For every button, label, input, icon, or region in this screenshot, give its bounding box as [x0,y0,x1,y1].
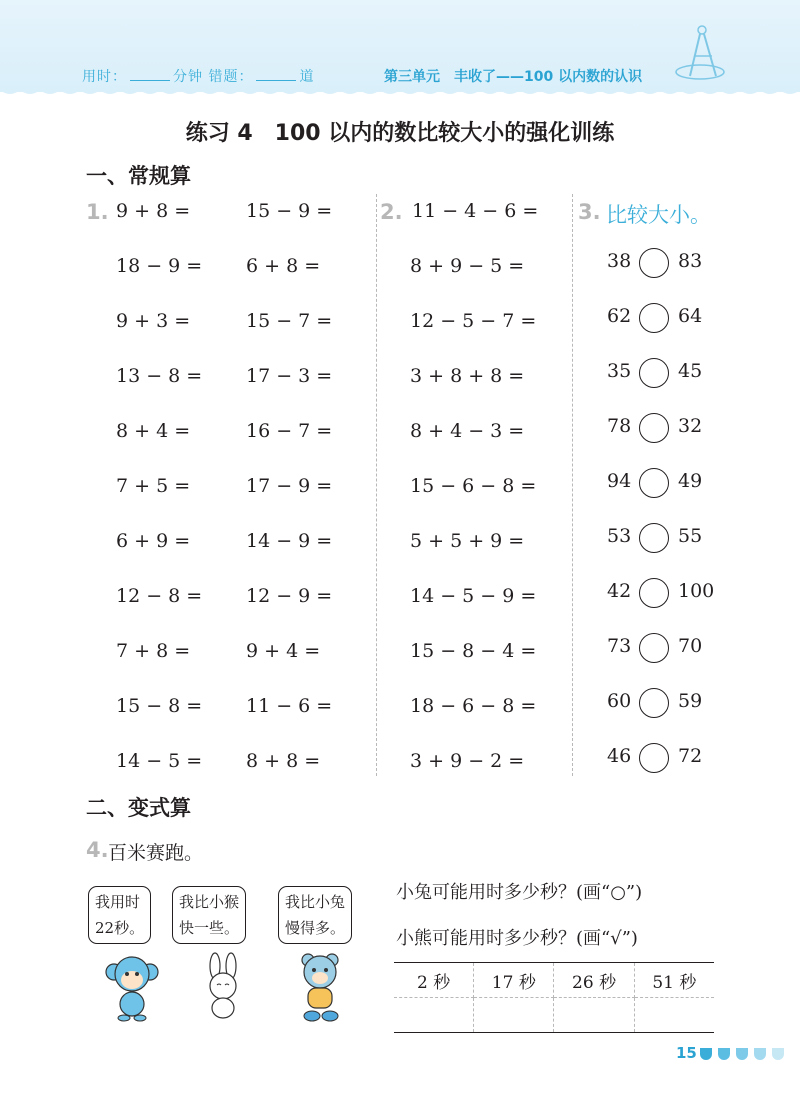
equation: 15 − 8 − 4 = [410,640,537,662]
equation: 9 + 8 = [116,200,191,222]
question-number-4: 4. [86,838,109,862]
option-cell: 51 秒 [634,963,714,998]
bubble-line: 我比小兔 [285,893,346,911]
compare-number-right: 55 [678,525,703,547]
compare-answer-circle[interactable] [639,413,669,443]
question-number-1: 1. [86,200,109,224]
equation: 14 − 9 = [246,530,333,552]
compare-number-left: 73 [607,635,632,657]
compare-number-left: 46 [607,745,632,767]
section-heading-variant: 二、变式算 [86,796,191,820]
compare-number-right: 59 [678,690,703,712]
compare-answer-circle[interactable] [639,633,669,663]
bear-icon [288,948,352,1024]
page-number: 15 [676,1044,697,1062]
bubble-line: 慢得多。 [285,919,346,937]
equation: 15 − 7 = [246,310,333,332]
compare-number-right: 83 [678,250,703,272]
error-blank[interactable] [256,68,296,81]
answer-cell[interactable] [634,998,714,1033]
option-cell: 2 秒 [394,963,474,998]
compare-answer-circle[interactable] [639,468,669,498]
compare-answer-circle[interactable] [639,578,669,608]
equation: 14 − 5 − 9 = [410,585,537,607]
time-blank[interactable] [130,68,170,81]
options-row [394,963,714,998]
compare-number-right: 45 [678,360,703,382]
time-unit: 分钟 [173,69,203,85]
equation: 8 + 4 − 3 = [410,420,525,442]
error-unit: 道 [299,69,315,85]
compare-number-right: 100 [678,580,715,602]
column-divider [572,194,573,776]
page-decoration-icon [698,1046,794,1062]
question-number-3: 3. [578,200,601,224]
time-label: 用时： [82,69,127,85]
rabbit-speech-bubble [172,886,246,944]
time-options-table [394,962,714,1033]
rabbit-icon [196,952,250,1022]
equation: 12 − 8 = [116,585,203,607]
equation: 6 + 8 = [246,255,321,277]
equation: 5 + 5 + 9 = [410,530,525,552]
option-cell: 17 秒 [474,963,554,998]
equation: 9 + 4 = [246,640,321,662]
monkey-speech-bubble [88,886,151,944]
bubble-line: 22秒。 [95,919,145,937]
equation: 12 − 5 − 7 = [410,310,537,332]
compass-icon [672,22,742,88]
equation: 3 + 9 − 2 = [410,750,525,772]
equation: 12 − 9 = [246,585,333,607]
bear-speech-bubble [278,886,352,944]
bubble-line: 我比小猴 [179,893,240,911]
header-wave [0,86,800,100]
equation: 3 + 8 + 8 = [410,365,525,387]
compare-number-right: 72 [678,745,703,767]
compare-answer-circle[interactable] [639,688,669,718]
unit-title: 第三单元 丰收了——100 以内数的认识 [384,69,643,85]
compare-number-left: 35 [607,360,632,382]
compare-number-right: 49 [678,470,703,492]
question-number-2: 2. [380,200,403,224]
compare-number-right: 70 [678,635,703,657]
equation: 15 − 8 = [116,695,203,717]
equation: 13 − 8 = [116,365,203,387]
page-title: 练习 4 100 以内的数比较大小的强化训练 [185,121,615,146]
compare-number-left: 62 [607,305,632,327]
equation: 8 + 4 = [116,420,191,442]
compare-number-left: 53 [607,525,632,547]
compare-title: 比较大小。 [606,203,711,227]
monkey-icon [100,952,164,1022]
equation: 8 + 8 = [246,750,321,772]
error-label: 错题： [208,69,254,85]
header-time-error [82,66,314,86]
equation: 16 − 7 = [246,420,333,442]
bubble-line: 我用时 [95,893,141,911]
answer-row [394,998,714,1033]
equation: 7 + 8 = [116,640,191,662]
compare-number-left: 94 [607,470,632,492]
compare-number-left: 42 [607,580,632,602]
equation: 9 + 3 = [116,310,191,332]
option-cell: 26 秒 [554,963,634,998]
answer-cell[interactable] [394,998,474,1033]
equation: 11 − 4 − 6 = [412,200,539,222]
equation: 15 − 9 = [246,200,333,222]
compare-answer-circle[interactable] [639,523,669,553]
answer-cell[interactable] [474,998,554,1033]
equation: 18 − 9 = [116,255,203,277]
bear-time-question: 小熊可能用时多少秒？(画“√”) [396,928,638,949]
bubble-line: 快一些。 [179,919,240,937]
column-divider [376,194,377,776]
equation: 17 − 9 = [246,475,333,497]
answer-cell[interactable] [554,998,634,1033]
section-heading-regular: 一、常规算 [86,164,191,188]
equation: 18 − 6 − 8 = [410,695,537,717]
compare-number-left: 78 [607,415,632,437]
equation: 11 − 6 = [246,695,333,717]
equation: 8 + 9 − 5 = [410,255,525,277]
race-label: 百米赛跑。 [108,842,204,864]
equation: 15 − 6 − 8 = [410,475,537,497]
compare-number-left: 38 [607,250,632,272]
equation: 17 − 3 = [246,365,333,387]
compare-number-right: 32 [678,415,703,437]
equation: 6 + 9 = [116,530,191,552]
compare-answer-circle[interactable] [639,358,669,388]
compare-number-right: 64 [678,305,703,327]
rabbit-time-question: 小兔可能用时多少秒？(画“○”) [396,882,643,903]
compare-answer-circle[interactable] [639,303,669,333]
compare-answer-circle[interactable] [639,743,669,773]
compare-answer-circle[interactable] [639,248,669,278]
compare-number-left: 60 [607,690,632,712]
equation: 14 − 5 = [116,750,203,772]
equation: 7 + 5 = [116,475,191,497]
